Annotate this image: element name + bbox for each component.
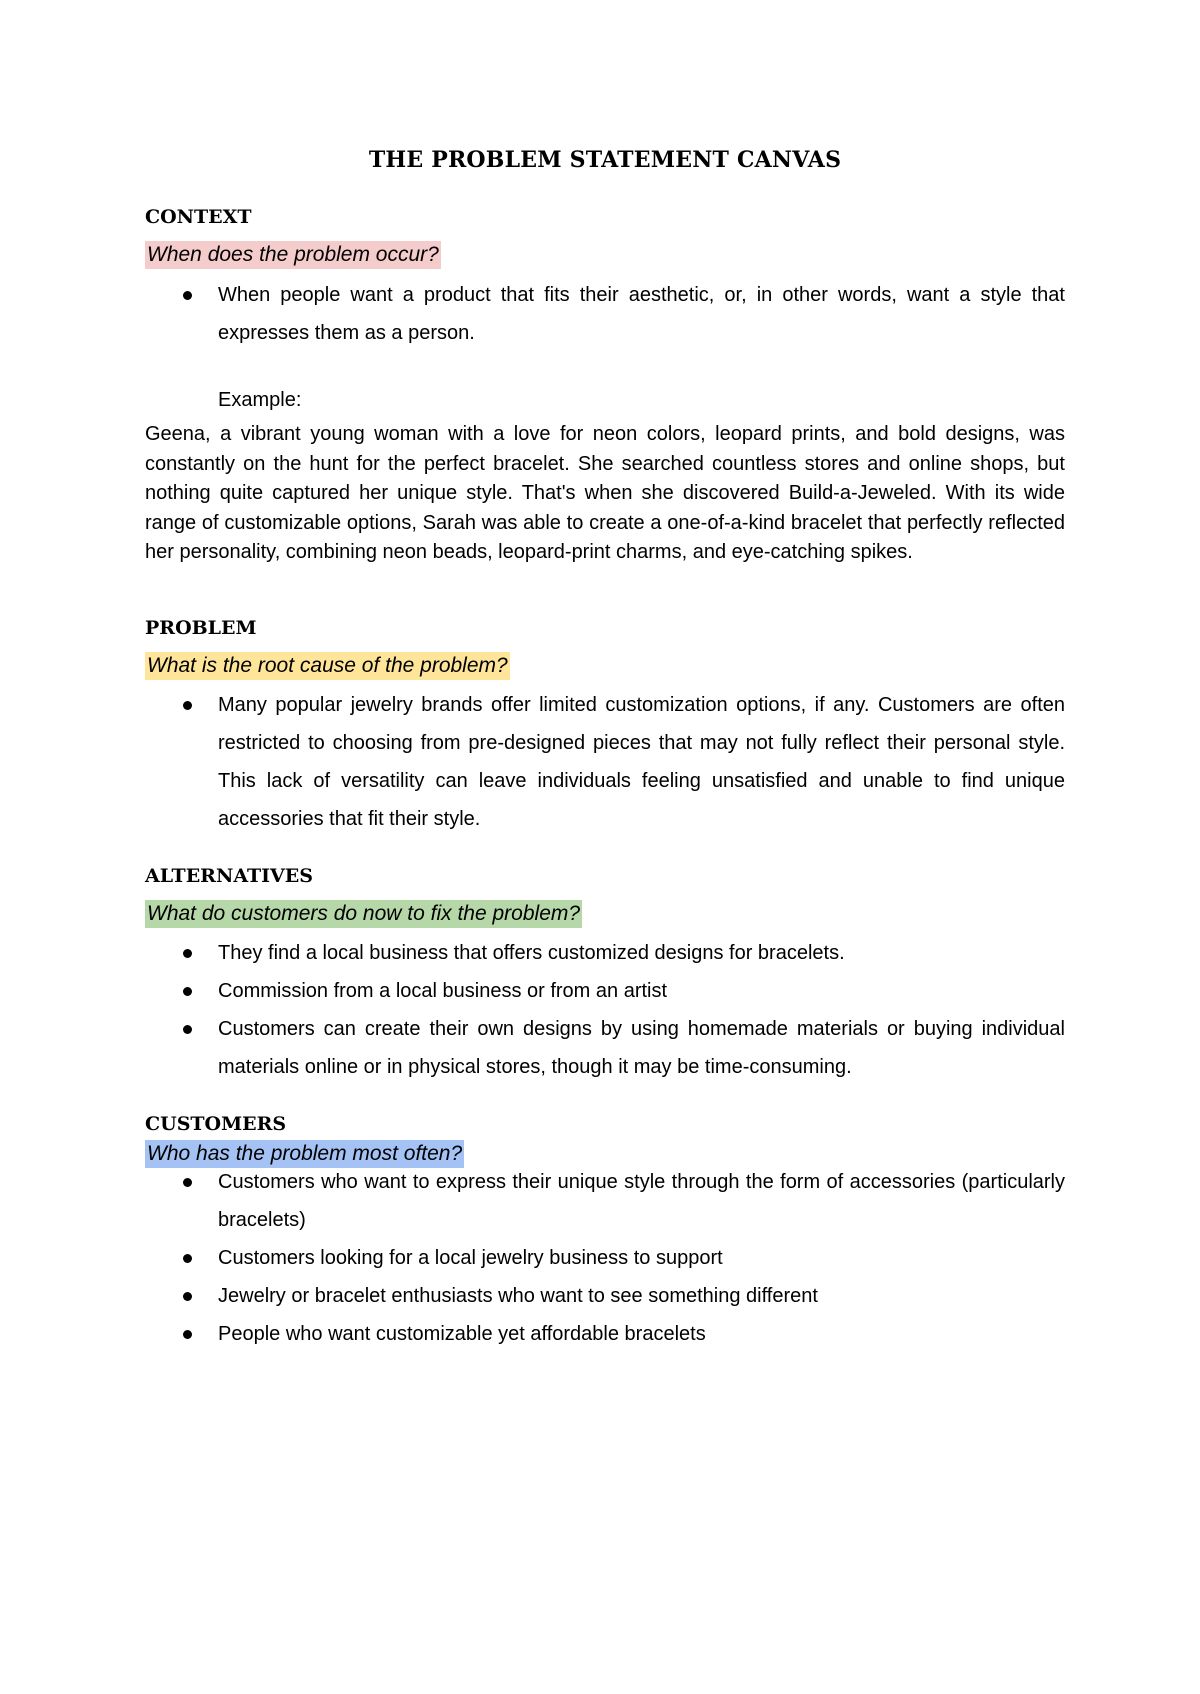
list-item	[145, 934, 1065, 972]
bullet-icon	[183, 291, 192, 300]
alternatives-bullet-list	[145, 934, 1065, 1086]
bullet-icon	[183, 1178, 192, 1187]
bullet-text: Customers can create their own designs by using homemade materials or buying individual materials online or in physical stores, though it may be time-consuming.	[218, 1018, 1065, 1078]
problem-question: What is the root cause of the problem?	[145, 652, 510, 680]
context-heading: CONTEXT	[145, 206, 252, 228]
bullet-icon	[183, 987, 192, 996]
problem-bullet-list	[145, 686, 1065, 838]
bullet-icon	[183, 1025, 192, 1034]
bullet-icon	[183, 701, 192, 710]
document-page	[145, 0, 1065, 1694]
page-title: THE PROBLEM STATEMENT CANVAS	[368, 147, 842, 173]
list-item	[145, 1315, 1065, 1353]
list-item	[145, 1239, 1065, 1277]
alternatives-heading: ALTERNATIVES	[145, 865, 314, 887]
bullet-icon	[183, 1330, 192, 1339]
bullet-text: When people want a product that fits their aesthetic, or, in other words, want a style that expresses them as a person.	[218, 284, 1065, 344]
bullet-text: People who want customizable yet affordable bracelets	[218, 1323, 706, 1345]
bullet-icon	[183, 1292, 192, 1301]
example-label: Example:	[218, 389, 302, 411]
alternatives-question: What do customers do now to fix the problem?	[145, 900, 582, 928]
bullet-text: Commission from a local business or from an artist	[218, 980, 668, 1002]
context-bullet-list	[145, 276, 1065, 352]
bullet-text: Jewelry or bracelet enthusiasts who want to see something different	[218, 1285, 818, 1307]
context-question: When does the problem occur?	[145, 241, 441, 269]
bullet-icon	[183, 1254, 192, 1263]
customers-heading: CUSTOMERS	[145, 1113, 287, 1135]
bullet-text: Many popular jewelry brands offer limited customization options, if any. Customers are often restricted to choosing from pre-designed pieces that may not fully reflect their personal style. This lack of versatility can leave individuals feeling unsatisfied and unable to find unique accessories that fit their style.	[218, 694, 1065, 830]
list-item	[145, 1010, 1065, 1086]
example-paragraph: Geena, a vibrant young woman with a love for neon colors, leopard prints, and bold designs, was constantly on the hunt for the perfect bracelet. She searched countless stores and online shops, but nothing quite captured her unique style. That's when she discovered Build-a-Jeweled. With its wide range of customizable options, Sarah was able to create a one-of-a-kind bracelet that perfectly reflected her personality, combining neon beads, leopard-print charms, and eye-catching spikes.	[145, 423, 1065, 563]
bullet-icon	[183, 949, 192, 958]
bullet-text: Customers looking for a local jewelry business to support	[218, 1247, 723, 1269]
customers-bullet-list	[145, 1163, 1065, 1353]
list-item	[145, 1163, 1065, 1239]
list-item	[145, 276, 1065, 352]
bullet-text: They find a local business that offers customized designs for bracelets.	[218, 942, 845, 964]
list-item	[145, 972, 1065, 1010]
list-item	[145, 686, 1065, 838]
problem-heading: PROBLEM	[145, 617, 257, 639]
customers-question: Who has the problem most often?	[145, 1140, 464, 1168]
list-item	[145, 1277, 1065, 1315]
bullet-text: Customers who want to express their unique style through the form of accessories (particularly bracelets)	[218, 1171, 1065, 1231]
